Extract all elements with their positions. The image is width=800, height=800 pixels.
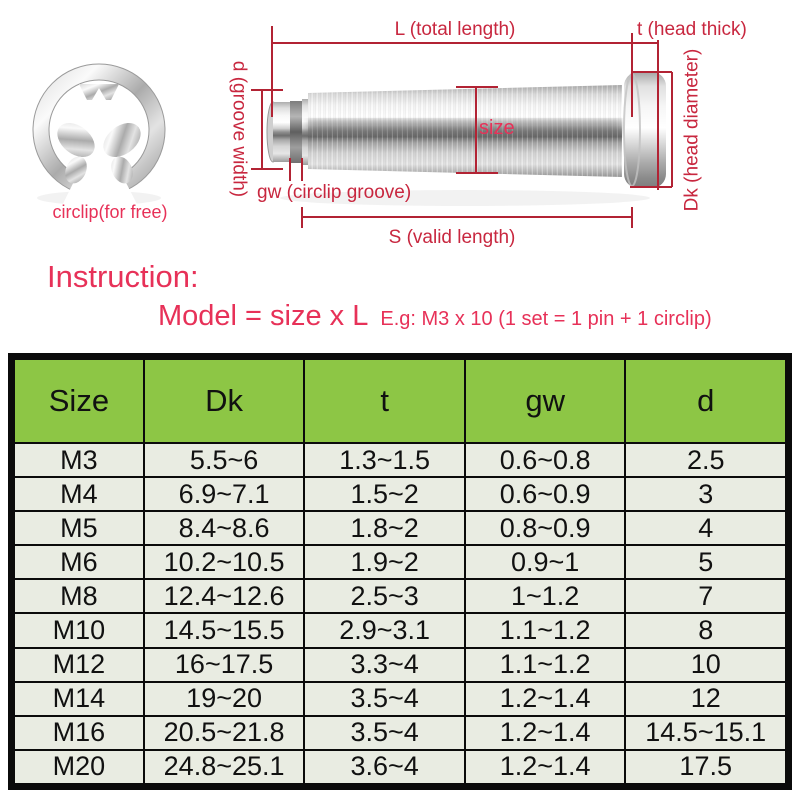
table-cell: 12 [625,682,786,716]
table-cell: M20 [14,750,144,784]
table-cell: 1.2~1.4 [465,716,626,750]
table-row [14,682,786,716]
table-cell: M10 [14,613,144,647]
table-cell: M16 [14,716,144,750]
column-header: Size [14,359,144,443]
instruction-heading: Instruction: [47,259,199,294]
table-cell: 1.5~2 [304,477,465,511]
table-cell: 5.5~6 [144,443,305,477]
spec-table-container [8,353,792,790]
table-cell: 1.8~2 [304,511,465,545]
table-cell: 16~17.5 [144,648,305,682]
table-row [14,477,786,511]
table-row [14,443,786,477]
table-cell: 2.5~3 [304,579,465,613]
circlip-illustration [33,64,165,210]
table-header [14,359,786,443]
table-cell: 20.5~21.8 [144,716,305,750]
size-label: size [479,117,515,139]
table-cell: M3 [14,443,144,477]
table-cell: 14.5~15.1 [625,716,786,750]
table-cell: 5 [625,545,786,579]
table-cell: 3.6~4 [304,750,465,784]
column-header: d [625,359,786,443]
table-body [14,443,786,784]
table-cell: 12.4~12.6 [144,579,305,613]
table-cell: 1.1~1.2 [465,648,626,682]
table-row [14,716,786,750]
circlip-caption: circlip(for free) [52,202,168,222]
table-row [14,579,786,613]
table-cell: M4 [14,477,144,511]
spec-table [13,358,787,785]
table-cell: 3 [625,477,786,511]
table-cell: 1.9~2 [304,545,465,579]
table-cell: 1~1.2 [465,579,626,613]
table-row [14,613,786,647]
table-cell: M8 [14,579,144,613]
valid-length-label: S (valid length) [388,227,516,248]
table-row [14,511,786,545]
table-cell: 10 [625,648,786,682]
head-diameter-label: Dk (head diameter) [681,48,703,212]
table-cell: 3.5~4 [304,682,465,716]
table-cell: 2.9~3.1 [304,613,465,647]
table-row [14,750,786,784]
model-example: E.g: M3 x 10 (1 set = 1 pin + 1 circlip) [380,308,712,330]
table-cell: 7 [625,579,786,613]
table-cell: M5 [14,511,144,545]
table-cell: 6.9~7.1 [144,477,305,511]
table-header-row [14,359,786,443]
dimension-diagram [0,0,800,250]
table-cell: 17.5 [625,750,786,784]
table-cell: 14.5~15.5 [144,613,305,647]
table-cell: 1.2~1.4 [465,682,626,716]
table-cell: M12 [14,648,144,682]
table-cell: 24.8~25.1 [144,750,305,784]
model-formula: Model = size x L [158,300,369,332]
table-cell: 19~20 [144,682,305,716]
table-cell: 0.6~0.8 [465,443,626,477]
table-cell: 3.5~4 [304,716,465,750]
column-header: Dk [144,359,305,443]
column-header: t [304,359,465,443]
table-cell: 0.9~1 [465,545,626,579]
table-row [14,545,786,579]
groove-width-label: d (groove width) [228,60,250,198]
table-cell: 8 [625,613,786,647]
table-cell: 1.3~1.5 [304,443,465,477]
total-length-label: L (total length) [394,19,516,40]
table-cell: 8.4~8.6 [144,511,305,545]
table-cell: M14 [14,682,144,716]
head-thick-label: t (head thick) [637,19,747,40]
table-row [14,648,786,682]
column-header: gw [465,359,626,443]
table-cell: 0.6~0.9 [465,477,626,511]
pin-illustration [267,72,666,188]
table-cell: 3.3~4 [304,648,465,682]
table-cell: 2.5 [625,443,786,477]
table-cell: 0.8~0.9 [465,511,626,545]
model-instruction [158,301,712,333]
table-cell: 4 [625,511,786,545]
table-cell: 1.2~1.4 [465,750,626,784]
table-cell: M6 [14,545,144,579]
table-cell: 10.2~10.5 [144,545,305,579]
table-cell: 1.1~1.2 [465,613,626,647]
circlip-groove-label: gw (circlip groove) [257,182,412,203]
